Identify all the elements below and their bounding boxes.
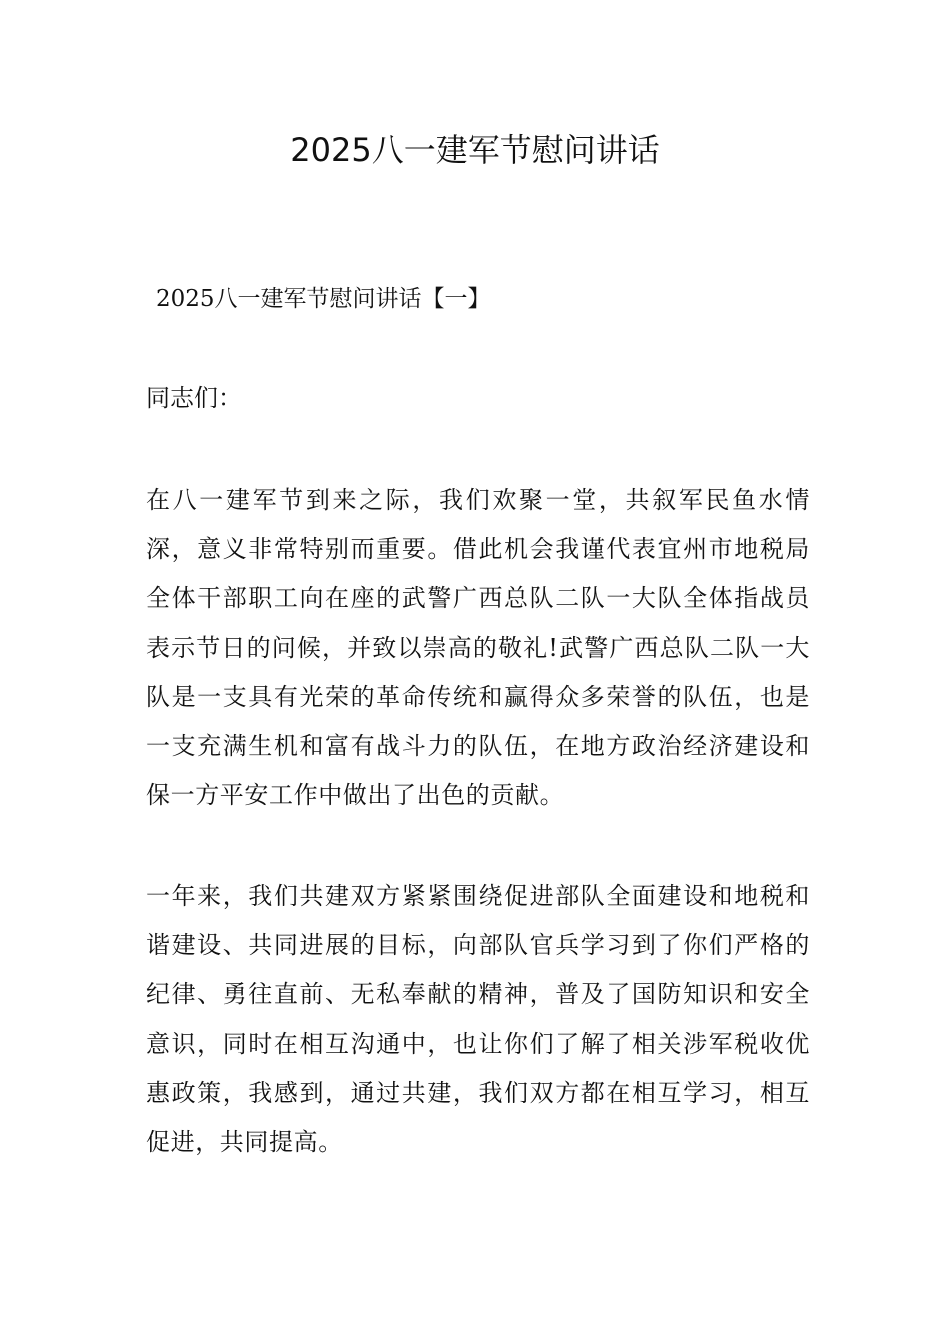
section-heading: 2025八一建军节慰问讲话【一】 (156, 286, 491, 312)
document-title: 2025八一建军节慰问讲话 (290, 131, 660, 169)
body-paragraph: 一年来，我们共建双方紧紧围绕促进部队全面建设和地税和谐建设、共同进展的目标，向部队官兵学习到了你们严格的纪律、勇往直前、无私奉献的精神，普及了国防知识和安全意识，同时在相互沟通中，也让你们了解了相关涉军税收优惠政策，我感到，通过共建，我们双方都在相互学习，相互促进，共同提高。 (146, 882, 810, 1157)
greeting: 同志们： (146, 384, 242, 412)
body-paragraph: 在八一建军节到来之际，我们欢聚一堂，共叙军民鱼水情深，意义非常特别而重要。借此机会我谨代表宜州市地税局全体干部职工向在座的武警广西总队二队一大队全体指战员表示节日的问候，并致以崇高的敬礼!武警广西总队二队一大队是一支具有光荣的革命传统和赢得众多荣誉的队伍，也是一支充满生机和富有战斗力的队伍，在地方政治经济建设和保一方平安工作中做出了出色的贡献。 (146, 486, 810, 810)
